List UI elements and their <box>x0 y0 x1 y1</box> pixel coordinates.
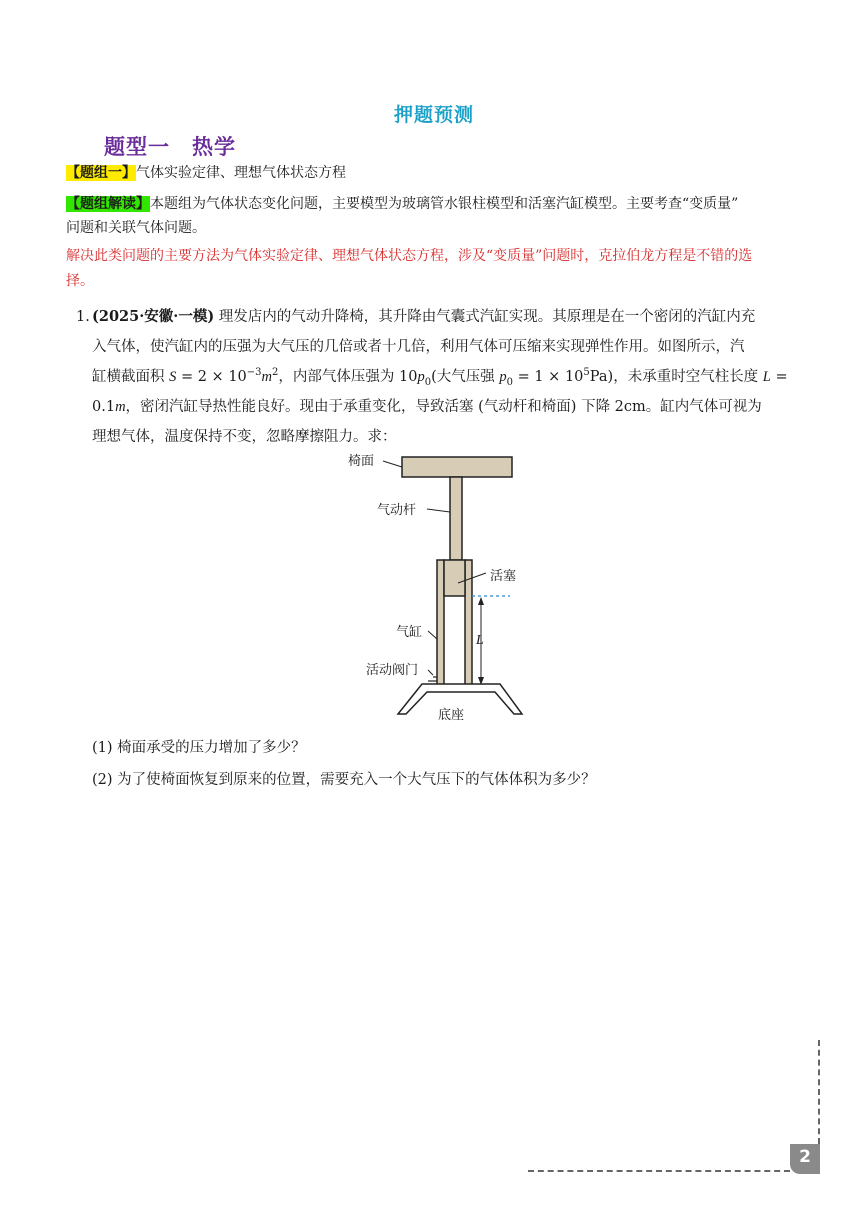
valve-label: 活动阀门 <box>366 663 419 678</box>
unit-m-2: m <box>115 399 126 415</box>
text-length: Pa)，未承重时空气柱长度 <box>589 369 763 385</box>
rod-leader <box>427 509 450 512</box>
section-title <box>104 131 236 161</box>
length-arrow-top <box>478 597 484 605</box>
question-1 <box>76 302 806 452</box>
text-atm-value: = 1 × 10 <box>512 369 584 385</box>
page-corner-dashed-vertical <box>818 1040 820 1144</box>
rod-shape <box>450 477 462 560</box>
question-text-4: ，密闭汽缸导热性能良好。现由于承重变化，导致活塞 (气动杆和椅面) 下降 2cm。缸内气体可视为 <box>125 399 762 415</box>
piston-shape <box>444 560 465 596</box>
gas-chair-diagram <box>340 446 540 726</box>
group-line <box>66 162 806 184</box>
question-source: (2025·安徽·一模) <box>92 308 215 325</box>
question-line-5: 理想气体，温度保持不变，忽略摩擦阻力。求： <box>92 429 397 445</box>
base-label: 底座 <box>438 708 465 723</box>
seat-label: 椅面 <box>348 454 375 469</box>
exp-area: −3 <box>246 367 262 379</box>
seat-leader <box>383 461 402 467</box>
text-length-value: 0.1 <box>92 399 116 415</box>
sub-question-1: (1) 椅面承受的压力增加了多少？ <box>92 740 306 756</box>
exp-five: 5 <box>583 367 590 379</box>
seat-shape <box>402 457 512 477</box>
group-text: 气体实验定律、理想气体状态方程 <box>136 165 346 181</box>
question-line-2: 入气体，使汽缸内的压强为大气压的几倍或者十几倍，利用气体可压缩来实现弹性作用。如图所示，汽 <box>92 339 745 355</box>
hint-line-2: 择。 <box>66 273 94 289</box>
exp-two: 2 <box>272 367 279 379</box>
rod-label: 气动杆 <box>377 503 417 518</box>
section-topic: 热学 <box>192 135 236 159</box>
question-text-1: 理发店内的气动升降椅，其升降由气囊式汽缸实现。其原理是在一个密闭的汽缸内充 <box>214 309 756 325</box>
question-body <box>92 302 806 452</box>
text-pressure: ，内部气体压强为 10 <box>278 369 418 385</box>
page-heading: 押题预测 <box>393 104 474 126</box>
length-label: L <box>476 633 484 648</box>
text-equals: = <box>770 369 788 385</box>
unit-m: m <box>261 369 273 385</box>
interp-tag: 【题组解读】 <box>66 196 150 212</box>
sub-p0-2: 0 <box>506 376 513 388</box>
section-label: 题型一 <box>104 135 170 159</box>
piston-label: 活塞 <box>490 569 517 584</box>
sub-question-2: (2) 为了使椅面恢复到原来的位置，需要充入一个大气压下的气体体积为多少？ <box>92 772 596 788</box>
interp-line-2: 问题和关联气体问题。 <box>66 220 206 236</box>
interp-line-1 <box>66 193 806 215</box>
page-number: 2 <box>799 1147 811 1167</box>
question-line-3 <box>92 362 806 392</box>
question-line-1 <box>92 302 806 332</box>
question-number: 1. <box>76 309 90 325</box>
symbol-s: S <box>169 369 177 385</box>
valve-leader <box>428 670 433 675</box>
symbol-p: p <box>417 369 425 385</box>
text-area-intro: 缸横截面积 <box>92 369 170 385</box>
page-corner-dashed-horizontal <box>528 1170 790 1172</box>
symbol-p-2: p <box>499 369 507 385</box>
group-tag: 【题组一】 <box>66 165 136 181</box>
sub-p0: 0 <box>424 376 432 388</box>
text-atm: (大气压强 <box>431 369 500 385</box>
hint-line-1: 解决此类问题的主要方法为气体实验定律、理想气体状态方程，涉及“变质量”问题时，克拉伯龙方程是不错的选 <box>66 248 753 264</box>
symbol-l: L <box>762 369 771 385</box>
question-line-4 <box>92 392 806 422</box>
cylinder-left-wall <box>437 560 444 685</box>
text-area-value: = 2 × 10 <box>176 369 247 385</box>
cylinder-leader <box>428 631 437 639</box>
interp-text-1: 本题组为气体状态变化问题，主要模型为玻璃管水银柱模型和活塞汽缸模型。主要考查“变质量” <box>150 196 739 212</box>
cylinder-label: 气缸 <box>396 625 423 640</box>
